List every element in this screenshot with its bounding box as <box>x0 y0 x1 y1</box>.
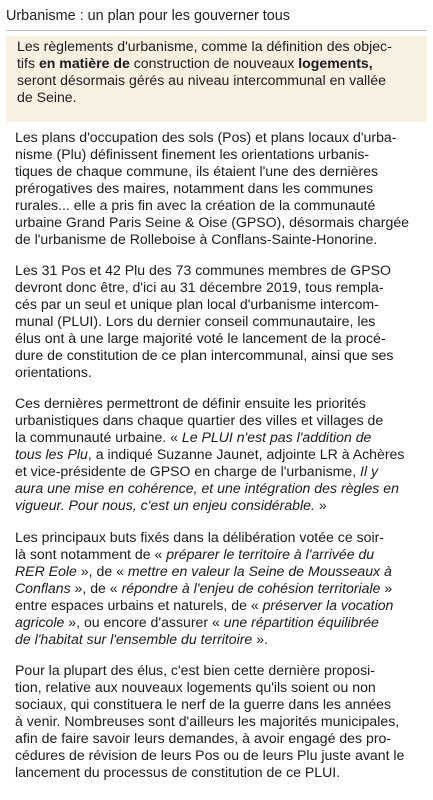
paragraph-text: et vice-présidente de GPSO en charge de l'urbanisme, <box>15 463 361 479</box>
paragraph-line <box>15 614 425 631</box>
quote-text: préparer le territoire à l'arrivée du <box>166 546 375 562</box>
quote-text: répondre à l'enjeu de cohésion territoriale <box>121 580 381 596</box>
paragraph-text: entre espaces urbains et naturels, de « <box>15 597 263 613</box>
lead-bold-text: logements, <box>298 55 373 71</box>
paragraph-2 <box>15 262 425 381</box>
paragraph-line: tion, relative aux nouveaux logements qu'ils soient ou non <box>15 679 376 695</box>
paragraph-line: sociaux, qui constituera le nerf de la guerre dans les années <box>15 696 392 712</box>
paragraph-line: lancement du processus de constitution de ce PLUI. <box>15 764 341 780</box>
paragraph-line <box>15 497 425 514</box>
lead-line: Les règlements d'urbanisme, comme la définition des objec- <box>17 38 392 54</box>
quote-text: de l'habitat sur l'ensemble du territoire <box>15 631 253 647</box>
article-title: Urbanisme : un plan pour les gouverner tous <box>6 8 290 24</box>
quote-text: Le PLUI n'est pas l'addition de <box>181 429 372 445</box>
paragraph-line <box>15 463 425 480</box>
lead-line: de Seine. <box>17 89 77 105</box>
lead-bold-text: en matière de <box>38 55 130 71</box>
paragraph-line: de l'urbanisme de Rolleboise à Conflans-Sainte-Honorine. <box>15 231 378 247</box>
paragraph-3 <box>15 395 425 514</box>
paragraph-line: Les 31 Pos et 42 Plu des 73 communes membres de GPSO <box>15 262 392 278</box>
title-divider <box>6 30 427 31</box>
lead-text: tifs <box>17 55 39 71</box>
paragraph-line: Ces dernières permettront de définir ensuite les priorités <box>15 395 366 411</box>
paragraph-1 <box>15 129 425 248</box>
lead-text: construction de nouveaux <box>129 55 299 71</box>
quote-text: RER Eole <box>15 563 77 579</box>
paragraph-line: rurales... elle a pris fin avec la création de la communauté <box>15 197 376 213</box>
paragraph-line: tiques de chaque commune, ils étaient l'une des dernières <box>15 163 379 179</box>
lead-line <box>17 55 419 72</box>
quote-text: vigueur. Pour nous, c'est un enjeu considérable. <box>15 497 315 513</box>
paragraph-text: la communauté urbaine. « <box>15 429 182 445</box>
paragraph-line <box>15 563 425 580</box>
paragraph-line: prérogatives des maires, notamment dans les communes <box>15 180 373 196</box>
paragraph-line: Les principaux buts fixés dans la délibération votée ce soir- <box>15 529 384 545</box>
paragraph-line: à venir. Nombreuses sont d'ailleurs les majorités municipales, <box>15 713 400 729</box>
paragraph-text: », ou encore d'assurer « <box>64 614 224 630</box>
paragraph-line <box>15 631 425 648</box>
paragraph-line: cédures de révision de leurs Pos ou de leurs Plu juste avant le <box>15 747 405 763</box>
paragraph-4 <box>15 529 425 648</box>
paragraph-line: dure de constitution de ce plan intercommunal, ainsi que ses <box>15 347 394 363</box>
paragraph-text: , a indiqué Suzanne Jaunet, adjointe LR à Achères <box>87 446 405 462</box>
quote-line: aura une mise en cohérence, et une intégration des règles en <box>15 480 399 496</box>
paragraph-line <box>15 597 425 614</box>
paragraph-line: devront donc être, d'ici au 31 décembre 2019, tous rempla- <box>15 279 384 295</box>
paragraph-text: » <box>314 497 327 513</box>
paragraph-text: » <box>380 580 393 596</box>
paragraph-line: munal (PLUI). Lors du dernier conseil communautaire, les <box>15 313 376 329</box>
paragraph-line <box>15 429 425 446</box>
paragraph-5 <box>15 662 425 781</box>
paragraph-line: orientations. <box>15 364 92 380</box>
paragraph-text: », de « <box>70 580 122 596</box>
quote-text: préserver la vocation <box>262 597 394 613</box>
paragraph-text: là sont notamment de « <box>15 546 167 562</box>
quote-text: Conflans <box>15 580 71 596</box>
lead-box <box>6 36 427 122</box>
paragraph-line: urbanistiques dans chaque quartier des villes et villages de <box>15 412 384 428</box>
paragraph-line: cés par un seul et unique plan local d'urbanisme intercom- <box>15 296 379 312</box>
paragraph-line <box>15 580 425 597</box>
lead-line: seront désormais gérés au niveau intercommunal en vallée <box>17 72 386 88</box>
paragraph-line: afin de faire savoir leurs demandes, à avoir engagé des pro- <box>15 730 392 746</box>
quote-text: une répartition équilibrée <box>223 614 379 630</box>
paragraph-line: Pour la plupart des élus, c'est bien cette dernière proposi- <box>15 662 375 678</box>
paragraph-line: élus ont à une large majorité voté le lancement de la procé- <box>15 330 386 346</box>
paragraph-line: Les plans d'occupation des sols (Pos) et plans locaux d'urba- <box>15 129 397 145</box>
quote-text: Il y <box>360 463 379 479</box>
quote-text: mettre en valeur la Seine de Mousseaux à <box>127 563 392 579</box>
paragraph-text: ». <box>252 631 268 647</box>
paragraph-line: urbaine Grand Paris Seine & Oise (GPSO), désormais chargée <box>15 214 410 230</box>
paragraph-line <box>15 546 425 563</box>
quote-text: tous les Plu <box>15 446 88 462</box>
paragraph-line: nisme (Plu) définissent finement les orientations urbanis- <box>15 146 370 162</box>
quote-text: agricole <box>15 614 65 630</box>
paragraph-text: », de « <box>76 563 128 579</box>
paragraph-line <box>15 446 425 463</box>
